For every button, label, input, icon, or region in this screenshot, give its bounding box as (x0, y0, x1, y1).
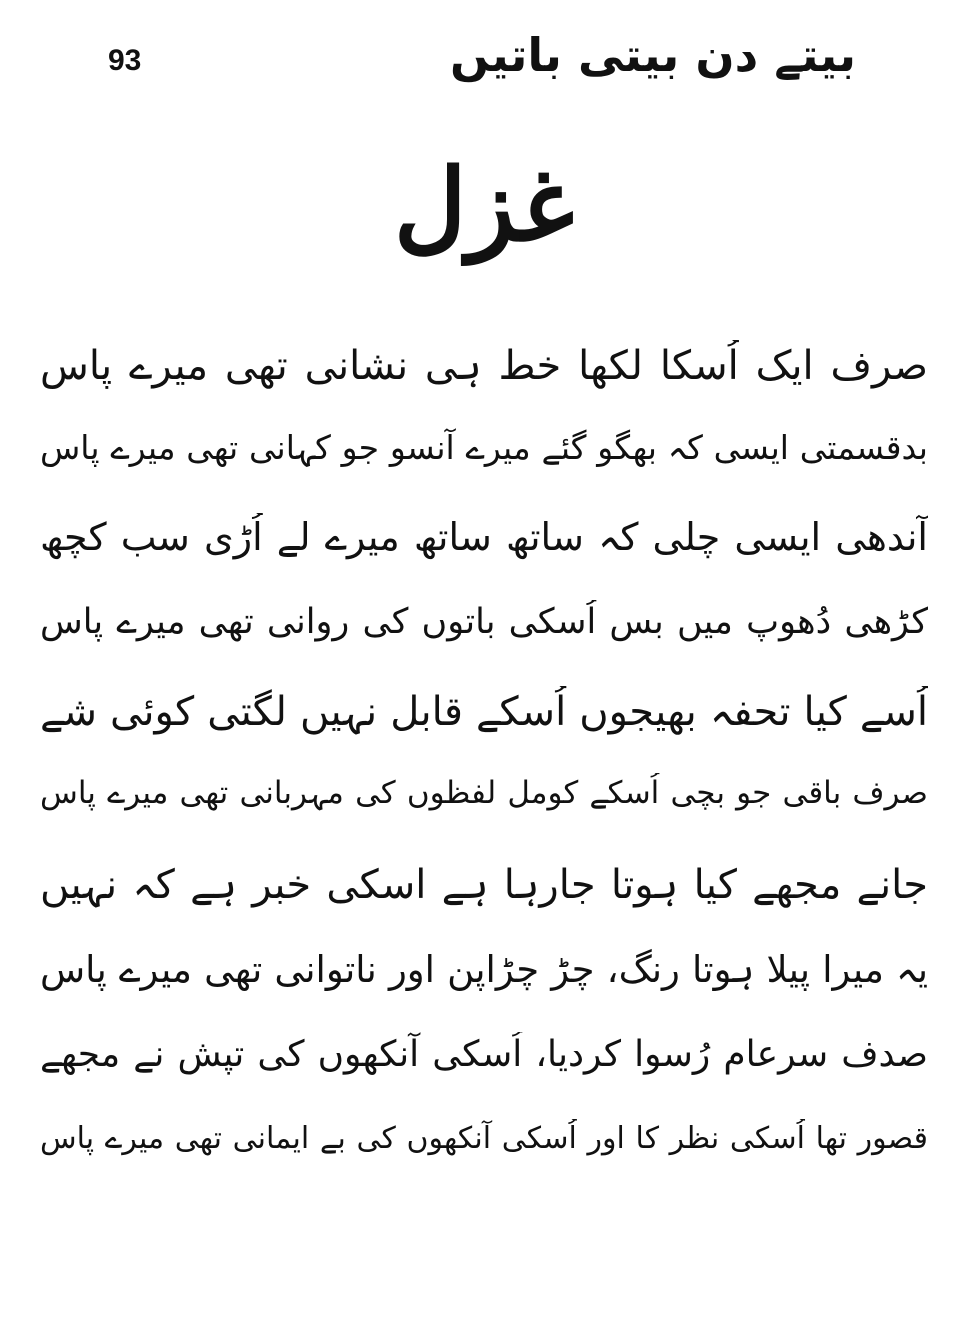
verse-line (40, 340, 928, 427)
verse-text: صرف ایک اُسکا لکھا خط ہی نشانی تھی میرے پاس (40, 343, 928, 389)
verse-line (40, 513, 928, 600)
verse-text: اُسے کیا تحفہ بھیجوں اُسکے قابل نہیں لگتی کوئی شے (40, 689, 928, 735)
poem-title: غزل (393, 146, 575, 264)
verse-text: صرف باقی جو بچی اُسکے کومل لفظوں کی مہربانی تھی میرے پاس (40, 774, 928, 811)
verse-text: کڑھی دُھوپ میں بس اُسکی باتوں کی روانی تھی میرے پاس (40, 601, 928, 642)
book-title: بیتے دن بیتی باتیں (449, 28, 856, 82)
verse-line (40, 1119, 928, 1206)
verse-text: آندھی ایسی چلی کہ ساتھ ساتھ میرے لے اُڑی سب کچھ (40, 515, 928, 559)
verse-text: یہ میرا پیلا ہوتا رنگ، چڑ چڑاپن اور ناتوانی تھی میرے پاس (40, 947, 928, 991)
verse-text: صدف سرعام رُسوا کردیا، اُسکی آنکھوں کی تپش نے مجھے (40, 1034, 928, 1075)
verse-line (40, 773, 928, 860)
verse-text: بدقسمتی ایسی کہ بھگو گئے میرے آنسو جو کہانی تھی میرے پاس (40, 427, 928, 467)
verse-line (40, 859, 928, 946)
page-number: 93 (108, 44, 142, 77)
verse-line (40, 427, 928, 514)
verse-text: جانے مجھے کیا ہوتا جارہا ہے اسکی خبر ہے کہ نہیں (40, 862, 928, 908)
verse-text: قصور تھا اُسکی نظر کا اور اُسکی آنکھوں کی بے ایمانی تھی میرے پاس (40, 1120, 928, 1156)
verse-line (40, 946, 928, 1033)
poem-body (40, 340, 928, 1205)
verse-line (40, 686, 928, 773)
verse-line (40, 600, 928, 687)
verse-line (40, 1032, 928, 1119)
